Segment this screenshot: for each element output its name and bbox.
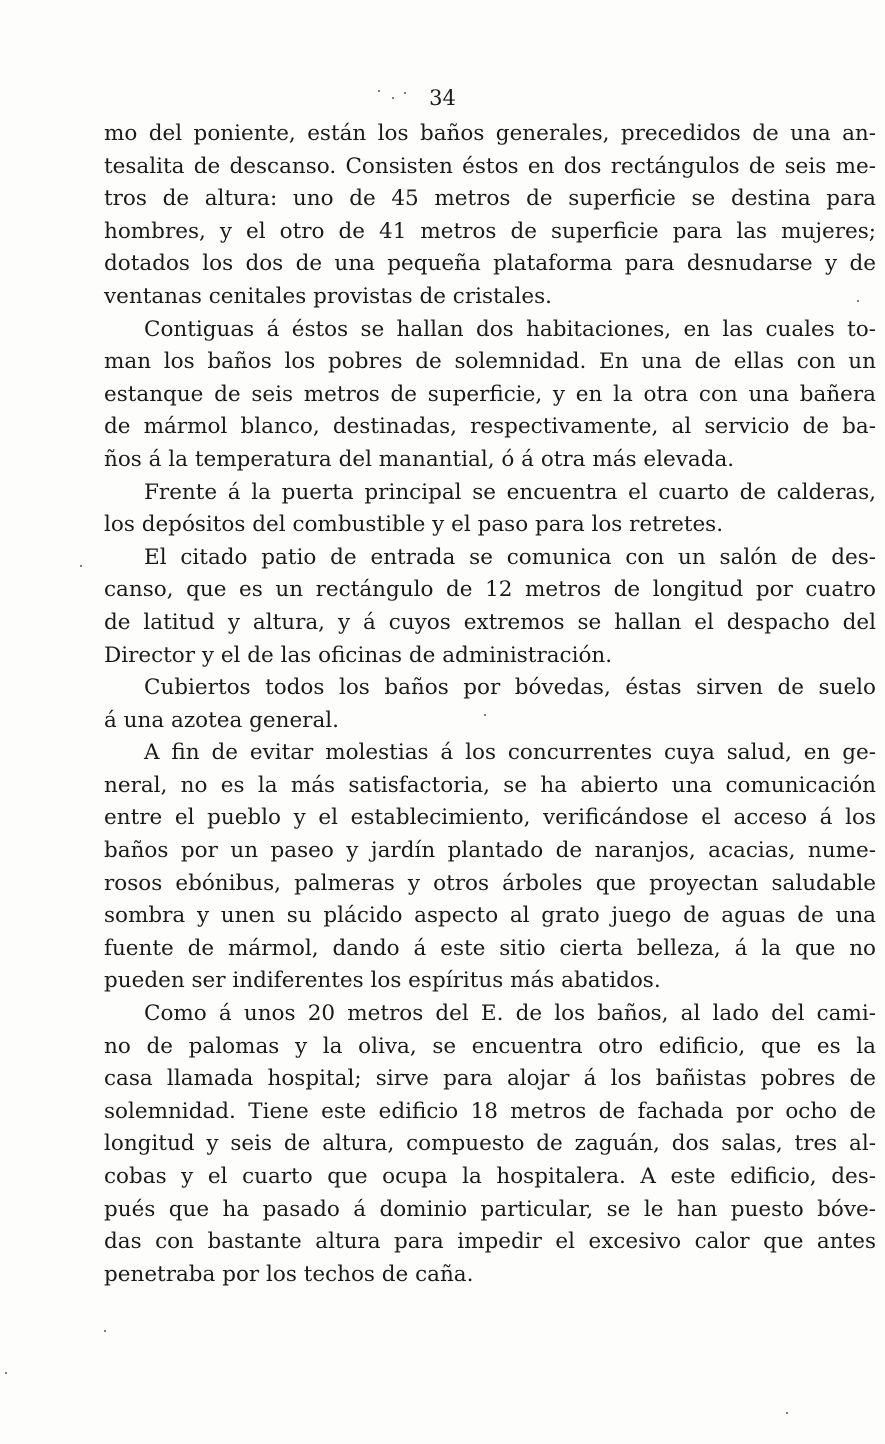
text-line: man los baños los pobres de solemnidad. En una de ellas con un: [104, 349, 876, 375]
paragraph-6: [104, 737, 876, 998]
text-line: á una azotea general.: [104, 707, 339, 733]
text-line: pués que ha pasado á dominio particular, se le han puesto bóve-: [104, 1196, 876, 1222]
text-line: penetraba por los techos de caña.: [104, 1261, 474, 1287]
scan-speck: [5, 1372, 7, 1374]
text-line: baños por un paseo y jardín plantado de naranjos, acacias, nume-: [104, 838, 876, 864]
paragraph-1: [104, 118, 876, 314]
text-line: fuente de mármol, dando á este sitio cierta belleza, á la que no: [104, 935, 876, 961]
text-line: das con bastante altura para impedir el excesivo calor que antes: [104, 1229, 876, 1255]
text-line: canso, que es un rectángulo de 12 metros de longitud por cuatro: [104, 577, 876, 603]
text-line: Frente á la puerta principal se encuentra el cuarto de calderas,: [144, 479, 876, 505]
text-line: tros de altura: uno de 45 metros de superficie se destina para: [104, 186, 876, 212]
text-line: Director y el de las oficinas de administración.: [104, 642, 613, 668]
text-line: de mármol blanco, destinadas, respectivamente, al servicio de ba-: [104, 414, 876, 440]
text-line: pueden ser indiferentes los espíritus más abatidos.: [104, 968, 661, 994]
scan-speck: [104, 1330, 106, 1332]
text-line: ventanas cenitales provistas de cristales.: [104, 283, 552, 309]
paragraph-2: [104, 314, 876, 477]
text-line: neral, no es la más satisfactoria, se ha abierto una comunicación: [104, 772, 876, 798]
text-line: estanque de seis metros de superficie, y en la otra con una bañera: [104, 381, 876, 407]
scan-speck: [857, 300, 859, 302]
scan-speck: [378, 90, 380, 92]
text-line: tesalita de descanso. Consisten éstos en dos rectángulos de seis me-: [104, 153, 876, 179]
text-line: mo del poniente, están los baños generales, precedidos de una an-: [104, 121, 876, 146]
scan-speck: [404, 92, 406, 94]
text-line: rosos ebónibus, palmeras y otros árboles que proyectan saludable: [104, 870, 876, 896]
text-line: El citado patio de entrada se comunica con un salón de des-: [144, 544, 876, 570]
page-number: 34: [429, 86, 456, 110]
text-line: Contiguas á éstos se hallan dos habitaciones, en las cuales to-: [144, 316, 876, 342]
body-text: [104, 118, 876, 1291]
paragraph-4: [104, 542, 876, 672]
text-line: Como á unos 20 metros del E. de los baños, al lado del cami-: [144, 1001, 876, 1027]
text-line: sombra y unen su plácido aspecto al grato juego de aguas de una: [104, 903, 876, 929]
text-line: dotados los dos de una pequeña plataforma para desnudarse y de: [104, 251, 876, 277]
text-line: ños á la temperatura del manantial, ó á otra más elevada.: [104, 446, 735, 472]
text-line: solemnidad. Tiene este edificio 18 metros de fachada por ocho de: [104, 1098, 876, 1124]
text-line: los depósitos del combustible y el paso para los retretes.: [104, 512, 724, 538]
text-line: no de palomas y la oliva, se encuentra otro edificio, que es la: [104, 1033, 876, 1059]
paragraph-7: [104, 998, 876, 1291]
scan-speck: [484, 714, 486, 716]
text-line: entre el pueblo y el establecimiento, verificándose el acceso á los: [104, 805, 876, 831]
text-line: longitud y seis de altura, compuesto de zaguán, dos salas, tres al-: [104, 1131, 876, 1157]
paragraph-3: [104, 477, 876, 542]
text-line: Cubiertos todos los baños por bóvedas, éstas sirven de suelo: [144, 675, 876, 701]
paragraph-5: [104, 672, 876, 737]
text-line: casa llamada hospital; sirve para alojar á los bañistas pobres de: [104, 1066, 876, 1092]
text-line: cobas y el cuarto que ocupa la hospitalera. A este edificio, des-: [104, 1164, 876, 1189]
scan-speck: [786, 1412, 788, 1414]
text-line: A fin de evitar molestias á los concurrentes cuya salud, en ge-: [144, 740, 876, 766]
scan-speck: [80, 565, 82, 567]
scan-speck: [392, 97, 394, 99]
text-line: de latitud y altura, y á cuyos extremos se hallan el despacho del: [104, 609, 876, 635]
text-line: hombres, y el otro de 41 metros de superficie para las mujeres;: [104, 218, 876, 244]
